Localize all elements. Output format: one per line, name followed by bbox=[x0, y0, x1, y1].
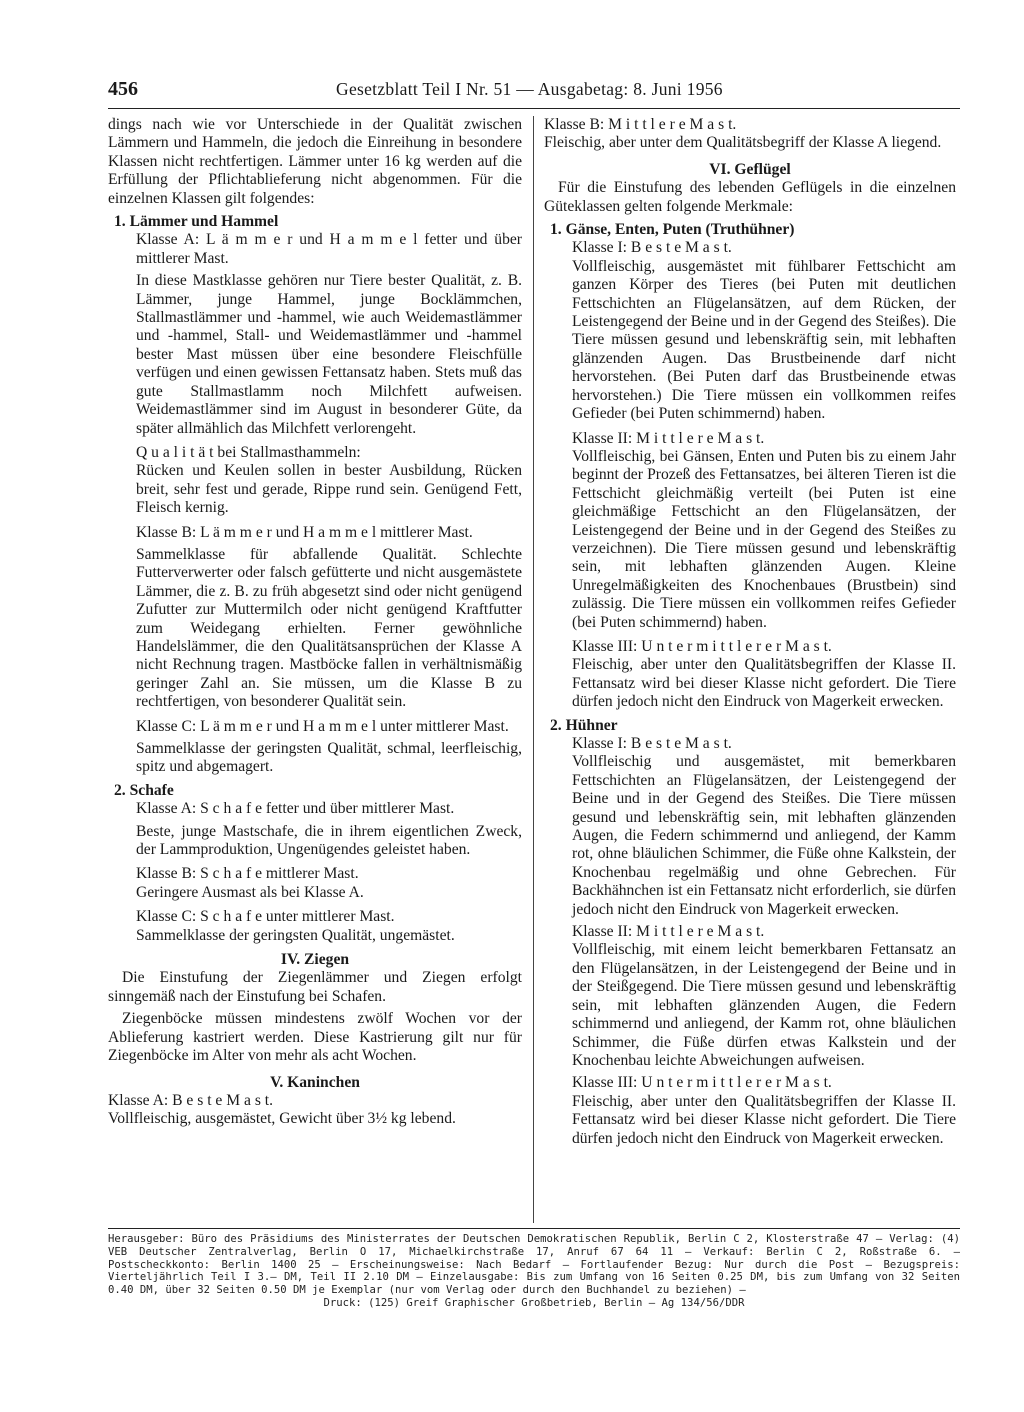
class-line: Klasse II: M i t t l e r e M a s t. bbox=[572, 923, 765, 941]
class-line: Klasse A: B e s t e M a s t. bbox=[108, 1091, 274, 1109]
imprint-print-line: Druck: (125) Greif Graphischer Großbetrieb, Berlin — Ag 134/56/DDR bbox=[323, 1296, 745, 1309]
class-line: Klasse B: M i t t l e r e M a s t. bbox=[544, 116, 737, 133]
paragraph: Fleischig, aber unter dem Qualitätsbegriff der Klasse A liegend. bbox=[544, 134, 942, 152]
paragraph: Beste, junge Mastschafe, die in ihrem eigentlichen Zweck, der Lammproduktion, Ungenügendes geleistet haben. bbox=[136, 822, 522, 859]
section-heading: VI. Geflügel bbox=[709, 160, 791, 178]
class-line: Klasse I: B e s t e M a s t. bbox=[572, 239, 732, 257]
paragraph: In diese Mastklasse gehören nur Tiere bester Qualität, z. B. Lämmer, junge Hammel, junge Bocklämmchen, Stallmastlämmer und -hammel, wie auch Weidemastlämmer und -hammel, Stall- und Weidemastlämmer und -hammel bester Mast müssen über eine besondere Fleischfülle verfügen und einen gewissen Fettansatz haben. Stets muß das gute Stallmastlamm noch Milchfett aufweisen. Weidemastlämmer sind im August in besonderer Güte, da später allmählich das Milchfett verlorengeht. bbox=[136, 272, 522, 437]
class-line: Klasse C: S c h a f e unter mittlerer Mast. bbox=[136, 908, 395, 926]
subsection-heading: 2. Hühner bbox=[550, 716, 618, 734]
paragraph: Fleischig, aber unter den Qualitätsbegriffen der Klasse II. Fettansatz wird bei dieser Klasse nicht gefordert. Die Tiere dürfen jedoch nicht den Eindruck von Magerkeit erwecken. bbox=[572, 1092, 956, 1147]
paragraph: Fleischig, aber unter den Qualitätsbegriffen der Klasse II. Fettansatz wird bei dieser Klasse nicht gefordert. Die Tiere dürfen jedoch nicht den Eindruck von Magerkeit erwecken. bbox=[572, 656, 956, 711]
header-rule bbox=[108, 108, 960, 109]
subsection-heading: 1. Lämmer und Hammel bbox=[114, 213, 279, 231]
paragraph: Vollfleischig, bei Gänsen, Enten und Puten bis zu einem Jahr beginnt der Prozeß des Fettansatzes, bei älteren Tieren ist die Fettschicht gleichmäßig verteilt (bei Puten ist eine gleichmäßige Fettschicht an den Flügelansätzen, der Leistengegend der Beine und in der Gegend des Steißes zu verzeichnen). Die Tiere müssen gesund und lebenskräftig sein, mit lebhaften glänzenden Augen. Kleine Unregelmäßigkeiten des Knochenbaues (Brustbein) sind zulässig. Die Tiere müssen ein vollkommen reifes Gefieder (bei Puten schimmernd) haben. bbox=[572, 447, 956, 631]
footer-rule bbox=[108, 1228, 960, 1229]
subsection-heading: 2. Schafe bbox=[114, 781, 174, 799]
paragraph: Vollfleischig, ausgemästet mit fühlbarer Fettschicht am ganzen Körper des Tieres (bei Puten mit deutlichen Fettschichten an Flügelansätzen, auf dem Rücken, der Leistengegend der Beine und in der Gegend des Steißes). Die Tiere müssen gesund und lebenskräftig sein, mit lebhaften glänzenden Augen. Das Brustbeinende darf nicht hervorstehen. (Bei Puten darf das Brustbeinende etwas hervorstehen.) Die Tiere müssen ein vollkommen reifes Gefieder (bei Puten schimmernd) haben. bbox=[572, 257, 956, 423]
imprint-text: Herausgeber: Büro des Präsidiums des Ministerrates der Deutschen Demokratischen Republik, Berlin C 2, Klosterstraße 47 — Verlag: (4) VEB Deutscher Zentralverlag, Berlin O 17, Michaelkirchstraße 17, Anruf 67 64 11 — Verkauf: Berlin C 2, Roßstraße 6. — Postscheckkonto: Berlin 1400 25 — Erscheinungsweise: Nach Bedarf — Fortlaufender Bezug: Nur durch die Post — Bezugspreis: Vierteljährlich Teil I 3.— DM, Teil II 2.10 DM — Einzelausgabe: Bis zum Umfang von 16 Seiten 0.25 DM, bis zum Umfang von 32 Seiten 0.40 DM, über 32 Seiten 0.50 DM je Exemplar (nur vom Verlag oder durch den Buchhandel zu beziehen) — bbox=[108, 1233, 960, 1297]
class-line: Klasse III: U n t e r m i t t l e r e r M a s t. bbox=[572, 1074, 832, 1092]
paragraph: Sammelklasse der geringsten Qualität, ungemästet. bbox=[136, 926, 455, 944]
paragraph: Sammelklasse der geringsten Qualität, schmal, leerfleischig, spitz und abgemagert. bbox=[136, 740, 522, 776]
left-column bbox=[108, 116, 522, 1129]
subsection-heading: 1. Gänse, Enten, Puten (Truthühner) bbox=[550, 221, 795, 239]
class-line: Klasse A: L ä m m e r und H a m m e l fetter und über mittlerer Mast. bbox=[136, 231, 522, 267]
quality-heading: Q u a l i t ä t bei Stallmasthammeln: bbox=[136, 443, 361, 461]
class-line: Klasse A: S c h a f e fetter und über mittlerer Mast. bbox=[136, 800, 455, 818]
paragraph: Geringere Ausmast als bei Klasse A. bbox=[136, 883, 364, 901]
paragraph: Rücken und Keulen sollen in bester Ausbildung, Rücken breit, sehr fest und gerade, Rippe rund sein. Genügend Fett, Fleisch kernig. bbox=[136, 462, 522, 517]
paragraph: Ziegenböcke müssen mindestens zwölf Wochen vor der Ablieferung kastriert werden. Diese Kastrierung gilt nur für Ziegenböcke im Alter von mehr als acht Wochen. bbox=[108, 1010, 522, 1065]
section-heading: V. Kaninchen bbox=[270, 1073, 360, 1091]
paragraph: Für die Einstufung des lebenden Geflügels in die einzelnen Güteklassen gelten folgende Merkmale: bbox=[544, 179, 956, 215]
class-line: Klasse II: M i t t l e r e M a s t. bbox=[572, 429, 765, 447]
paragraph: Vollfleischig und ausgemästet, mit bemerkbaren Fettschichten an Flügelansätzen, der Leistengegend der Beine und in der Gegend des Steißes. Die Tiere müssen gesund und lebenskräftig sein, mit lebhaften glänzenden Augen, die Federn schimmernd und anliegend, der Kamm rot, ohne bläulichen Schimmer, die Füße ohne Kalkstein, der Knochenbau regelmäßig und ohne Gebrechen. Für Backhähnchen ist ein Fettansatz nicht erforderlich, sie dürfen jedoch nicht den Eindruck von Magerkeit erwecken. bbox=[572, 753, 956, 918]
paragraph: Vollfleischig, ausgemästet, Gewicht über 3½ kg lebend. bbox=[108, 1110, 456, 1128]
paragraph: Sammelklasse für abfallende Qualität. Schlechte Futterverwerter oder falsch gefütterte und nicht ausgemästete Lämmer, die z. B. zu früh abgesetzt sind oder nicht genügend Zufutter zur Muttermilch oder nicht genügend Kraftfutter zum Weidegang erhielten. Ferner gewöhnliche Handelslämmer, die den Qualitätsansprüchen der Klasse A nicht Rechnung tragen. Mastböcke fallen in verhältnismäßig geringer Zahl an. Sie müssen, um die Klasse B zu rechtfertigen, von besonderer Qualität sein. bbox=[136, 545, 522, 711]
paragraph: Die Einstufung der Ziegenlämmer und Ziegen erfolgt sinngemäß nach der Einstufung bei Schafen. bbox=[108, 969, 522, 1005]
class-line: Klasse I: B e s t e M a s t. bbox=[572, 735, 732, 752]
page-number: 456 bbox=[108, 78, 138, 100]
paragraph: dings nach wie vor Unterschiede in der Qualität zwischen Lämmern und Hammeln, die jedoch die Einreihung in besondere Klassen nicht rechtfertigen. Lämmer unter 16 kg werden auf die Erfüllung der Pflichtablieferung nicht abgenommen. Für die einzelnen Klassen gilt folgendes: bbox=[108, 116, 522, 207]
page-header bbox=[108, 78, 956, 104]
right-column bbox=[544, 116, 956, 1148]
running-title: Gesetzblatt Teil I Nr. 51 — Ausgabetag: 8. Juni 1956 bbox=[336, 79, 723, 99]
class-line: Klasse B: S c h a f e mittlerer Mast. bbox=[136, 865, 359, 883]
class-line: Klasse III: U n t e r m i t t l e r e r M a s t. bbox=[572, 637, 832, 655]
column-divider bbox=[533, 116, 534, 1223]
paragraph: Vollfleischig, mit einem leicht bemerkbaren Fettansatz an den Flügelansätzen, in der Leistengegend der Beine und in der Steißgegend. Die Tiere müssen gesund und lebenskräftig sein, mit lebhaften glänzenden Augen, die Federn schimmernd und anliegend, der Kamm rot, ohne bläulichen Schimmer, die Füße dürfen etwas Kalkstein und der Knochenbau leichte Abweichungen aufweisen. bbox=[572, 941, 956, 1069]
class-line: Klasse B: L ä m m e r und H a m m e l mittlerer Mast. bbox=[136, 523, 473, 541]
section-heading: IV. Ziegen bbox=[280, 951, 350, 969]
class-line: Klasse C: L ä m m e r und H a m m e l unter mittlerer Mast. bbox=[136, 717, 509, 735]
imprint-footer bbox=[108, 1233, 960, 1310]
